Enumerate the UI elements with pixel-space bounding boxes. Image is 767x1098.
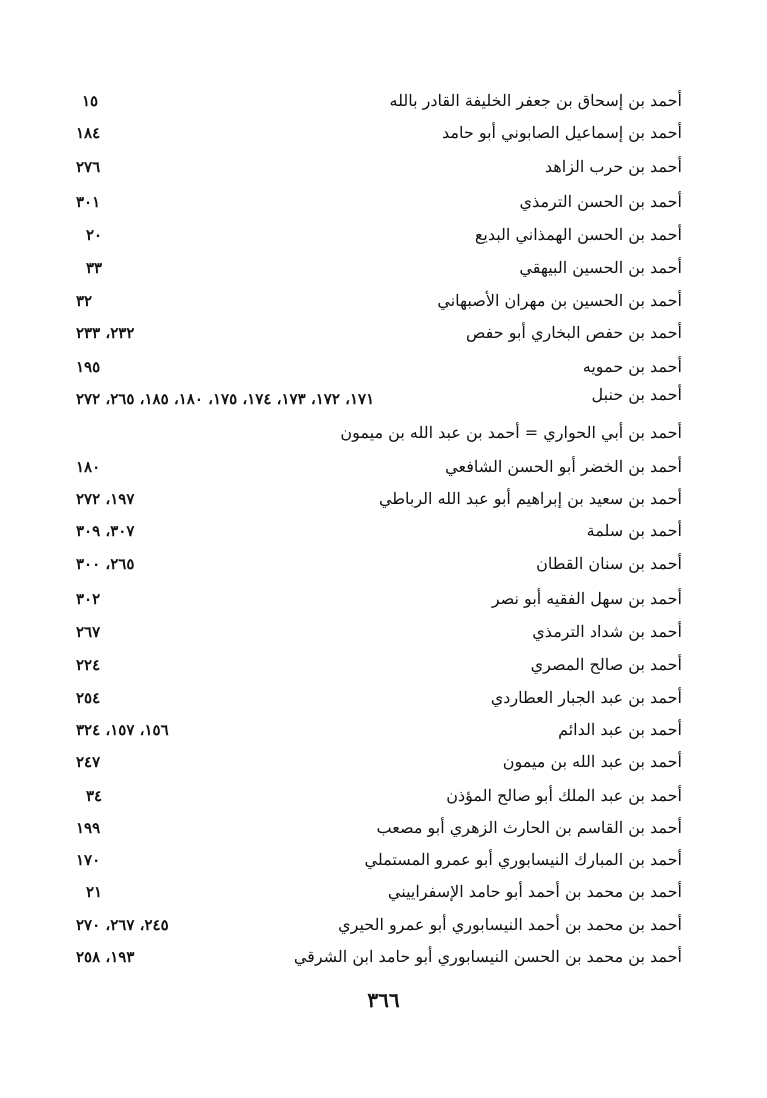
index-entry: [60, 910, 682, 940]
entry-pages: ٣٣: [86, 259, 103, 277]
entry-name: أحمد بن المبارك النيسابوري أبو عمرو المستملي: [364, 850, 682, 869]
entry-name: أحمد بن عبد الجبار العطاردي: [490, 688, 682, 707]
entry-name: أحمد بن محمد بن أحمد النيسابوري أبو عمرو الحيري: [338, 915, 682, 934]
entry-name: أحمد بن الخضر أبو الحسن الشافعي: [445, 457, 682, 476]
entry-pages: ١٧١، ١٧٢، ١٧٣، ١٧٤، ١٧٥، ١٨٠، ١٨٥، ٢٦٥، ٢٧٢: [76, 390, 375, 408]
index-entry: [60, 418, 682, 448]
entry-name: أحمد بن حنبل: [591, 385, 682, 404]
entry-pages: ٣٠٢: [76, 590, 101, 608]
entry-name: أحمد بن محمد بن الحسن النيسابوري أبو حامد ابن الشرقي: [293, 947, 682, 966]
entry-pages: ٢٧٦: [76, 158, 101, 176]
entry-pages: ٢٠: [86, 226, 103, 244]
index-entry: [60, 118, 682, 148]
index-entry: [60, 452, 682, 482]
entry-name: أحمد بن عبد الدائم: [558, 720, 682, 739]
index-entry: [60, 650, 682, 680]
entry-name: أحمد بن شداد الترمذي: [532, 622, 682, 641]
entry-pages: ٣٠٧، ٣٠٩: [76, 522, 135, 540]
entry-name: أحمد بن سهل الفقيه أبو نصر: [491, 589, 682, 608]
entry-name: أحمد بن إسحاق بن جعفر الخليفة القادر بالله: [389, 91, 682, 110]
entry-name: أحمد بن الحسين بن مهران الأصبهاني: [437, 291, 682, 310]
index-entry: [60, 715, 682, 745]
index-entry: [60, 942, 682, 972]
entry-pages: ١٩٣، ٢٥٨: [76, 948, 135, 966]
entry-pages: ٣٢: [76, 292, 93, 310]
entry-pages: ٢٢٤: [76, 656, 101, 674]
entry-name: أحمد بن عبد الله بن ميمون: [502, 752, 682, 771]
entry-pages: ١٩٧، ٢٧٢: [76, 490, 135, 508]
index-entry: [60, 781, 682, 811]
index-entry: [60, 220, 682, 250]
index-entry: [60, 516, 682, 546]
entry-name: أحمد بن عبد الملك أبو صالح المؤذن: [446, 786, 682, 805]
index-entry: [60, 549, 682, 579]
entry-name: أحمد بن حمويه: [582, 357, 682, 376]
index-entry: [60, 152, 682, 182]
entry-name: أحمد بن محمد بن أحمد أبو حامد الإسفراييني: [387, 882, 682, 901]
entry-name: أحمد بن القاسم بن الحارث الزهري أبو مصعب: [376, 818, 682, 837]
index-entry: [60, 877, 682, 907]
entry-pages: ٣٤: [86, 787, 103, 805]
entry-name: أحمد بن حرب الزاهد: [544, 157, 682, 176]
index-entry: [60, 318, 682, 348]
index-entry: [60, 584, 682, 614]
entry-pages: ٢٥٤: [76, 689, 101, 707]
entry-pages: ٣٠١: [76, 193, 101, 211]
entry-pages: ٢٤٧: [76, 753, 101, 771]
entry-pages: ١٩٩: [76, 819, 101, 837]
entry-name: أحمد بن سعيد بن إبراهيم أبو عبد الله الرباطي: [378, 489, 682, 508]
entry-pages: ١٨٠: [76, 458, 101, 476]
entry-pages: ١٥٦، ١٥٧، ٣٢٤: [76, 721, 169, 739]
entry-name: أحمد بن الحسين البيهقي: [519, 258, 682, 277]
index-entry: [60, 352, 682, 382]
index-entry: [60, 484, 682, 514]
index-entry: [60, 683, 682, 713]
entry-pages: ٢٣٢، ٢٣٣: [76, 324, 135, 342]
entry-pages: ٢٦٥، ٣٠٠: [76, 555, 135, 573]
index-entry: [60, 380, 682, 414]
entry-pages: ٢٦٧: [76, 623, 101, 641]
entry-name: أحمد بن الحسن الترمذي: [519, 192, 682, 211]
entry-name: أحمد بن صالح المصري: [530, 655, 682, 674]
index-entry: [60, 747, 682, 777]
entry-pages: ١٨٤: [76, 124, 101, 142]
entry-name: أحمد بن سنان القطان: [536, 554, 682, 573]
entry-name: أحمد بن حفص البخاري أبو حفص: [466, 323, 682, 342]
index-entry: [60, 813, 682, 843]
index-entry: [60, 253, 682, 283]
entry-name: أحمد بن أبي الحواري = أحمد بن عبد الله بن ميمون: [340, 423, 682, 442]
entry-pages: ١٧٠: [76, 851, 101, 869]
page-number: ٣٦٦: [367, 988, 400, 1012]
entry-pages: ١٩٥: [76, 358, 101, 376]
index-entry: [60, 617, 682, 647]
index-entry: [60, 86, 682, 116]
entry-name: أحمد بن إسماعيل الصابوني أبو حامد: [442, 123, 682, 142]
index-entry: [60, 845, 682, 875]
entry-pages: ١٥: [82, 92, 99, 110]
entry-name: أحمد بن سلمة: [586, 521, 682, 540]
entry-name: أحمد بن الحسن الهمذاني البديع: [474, 225, 682, 244]
index-entry: [60, 187, 682, 217]
entry-pages: ٢٤٥، ٢٦٧، ٢٧٠: [76, 916, 169, 934]
entry-pages: ٢١: [86, 883, 103, 901]
index-entry: [60, 286, 682, 316]
